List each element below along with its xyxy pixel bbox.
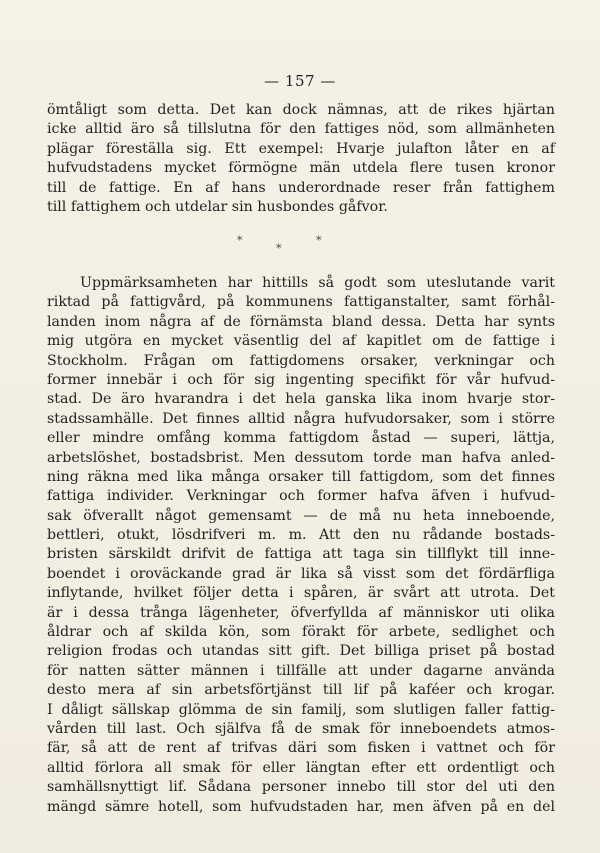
text-line: riktad på fattigvård, på kommunens fattiganstalter, samt förhål- <box>47 294 555 311</box>
text-line: Uppmärksamheten har hittills så godt som uteslutande varit <box>80 275 555 291</box>
text-line: I dåligt sällskap glömma de sin familj, som slutligen faller fattig- <box>47 701 555 718</box>
text-line: landen inom några af de förnämsta bland dessa. Detta har synts <box>47 313 555 330</box>
text-line: bettleri, otukt, lösdrifveri m. m. Att den nu rådande bostads- <box>47 527 555 544</box>
text-line: till fattighem och utdelar sin husbondes gåfvor. <box>47 198 388 215</box>
text-line: religion frodas och utandas sitt gift. Det billiga priset på bostad <box>47 643 555 660</box>
text-line: ning räkna med lika många orsaker till fattigdom, som det finnes <box>47 468 555 485</box>
text-line: boendet i oroväckande grad är lika så visst som det fördärfliga <box>47 565 555 582</box>
text-line: fär, så att de rent af trifvas däri som fisken i vattnet och för <box>47 740 555 757</box>
text-line: sak öfverallt något gemensamt — de må nu heta inneboende, <box>47 507 555 524</box>
paragraph-1 <box>47 101 555 217</box>
asterisk: * <box>237 234 243 247</box>
text-line: mig utgöra en mycket väsentlig del af kapitlet om de fattige i <box>47 333 555 350</box>
text-line: fattiga individer. Verkningar och former hafva äfven i hufvud- <box>47 488 555 505</box>
text-line: hufvudstadens mycket förmögne män utdela flere tusen kronor <box>47 160 555 177</box>
text-line: bristen särskildt drifvit de fattiga att taga sin tillflykt till inne- <box>47 546 555 563</box>
text-line: samhällsnyttigt lif. Sådana personer innebo till stor del uti den <box>47 779 555 796</box>
text-line: till de fattige. En af hans underordnade reser från fattighem <box>47 179 555 196</box>
text-line: inflytande, hvilket följer detta i spåren, är svårt att utrota. Det <box>47 585 555 602</box>
text-line: för natten sätter männen i tillfälle att under dagarne använda <box>47 662 555 679</box>
text-line: icke alltid äro så tillslutna för den fattiges nöd, som allmänheten <box>47 121 555 138</box>
asterism-divider <box>0 234 600 254</box>
text-line: ömtåligt som detta. Det kan dock nämnas, att de rikes hjärtan <box>47 102 555 118</box>
text-line: stadssamhälle. Det finnes alltid några hufvudorsaker, som i större <box>47 410 555 427</box>
asterisk: * <box>316 234 322 247</box>
text-line: plägar föreställa sig. Ett exempel: Hvarje julafton låter en af <box>47 140 555 157</box>
text-line: åldrar och af skilda kön, som förakt för arbete, sedlighet och <box>47 624 555 641</box>
text-line: alltid förlora all smak för eller längtan efter ett ordentligt och <box>47 759 555 776</box>
text-line: vården till last. Och själfva få de smak för inneboendets atmos- <box>47 720 555 737</box>
text-line: eller mindre omfång komma fattigdom åstad — superi, lättja, <box>47 430 555 447</box>
text-line: desto mera af sin arbetsförtjänst till lif på kaféer och krogar. <box>47 682 555 699</box>
paragraph-2 <box>47 274 555 817</box>
page-number: — 157 — <box>264 72 336 90</box>
text-line: är i dessa trånga lägenheter, öfverfyllda af människor uti olika <box>47 604 555 621</box>
asterisk: * <box>276 242 282 255</box>
text-line: Stockholm. Frågan om fattigdomens orsaker, verkningar och <box>47 352 555 369</box>
text-line: arbetslöshet, bostadsbrist. Men dessutom torde man hafva anled- <box>47 449 555 466</box>
text-line: mängd sämre hotell, som hufvudstaden har, men äfven på en del <box>47 798 555 815</box>
text-line: former innebär i och för sig ingenting specifikt för vår hufvud- <box>47 371 555 388</box>
text-line: stad. De äro hvarandra i det hela ganska lika inom hvarje stor- <box>47 391 555 408</box>
